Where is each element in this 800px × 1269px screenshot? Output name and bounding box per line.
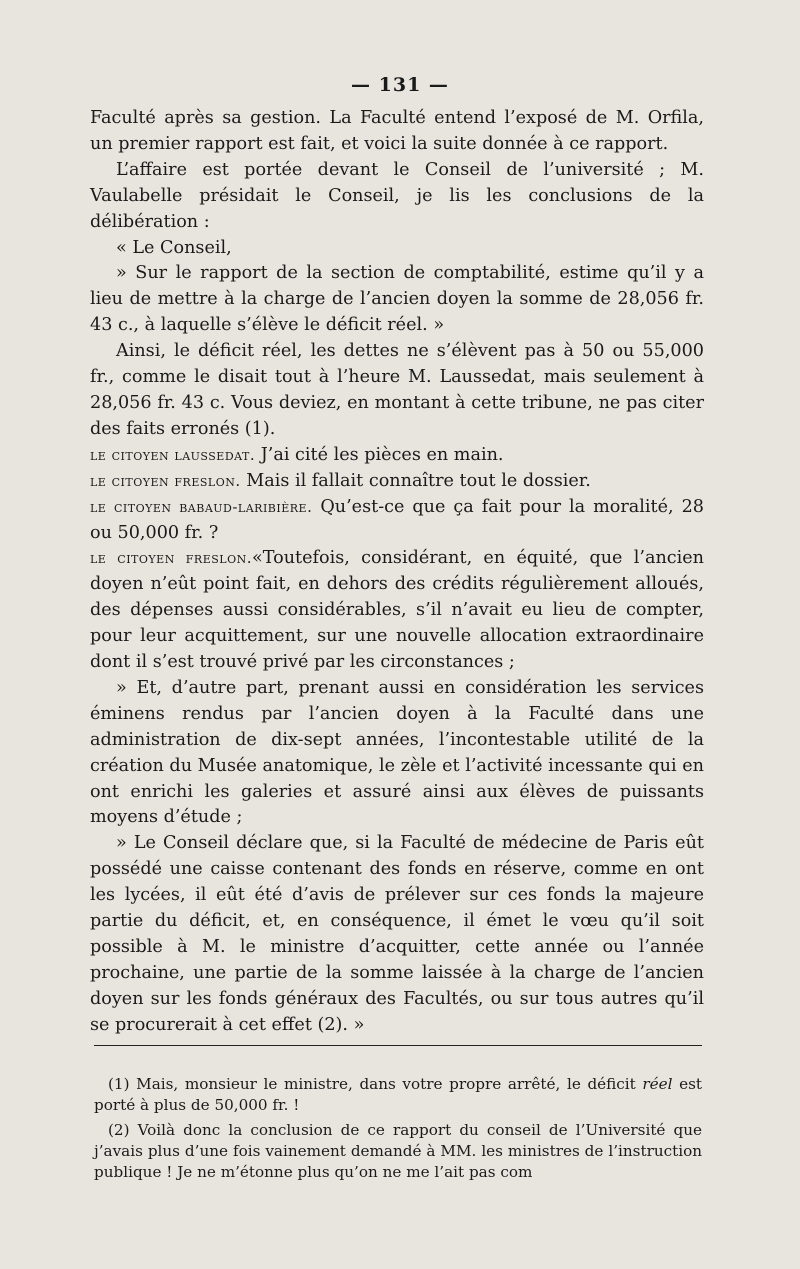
dialogue-1 [90,443,704,469]
paragraph-7: » Le Conseil déclare que, si la Faculté de médecine de Paris eût possédé une caisse contenant des fonds en réserve, comme en ont les lycées, il eût été d’avis de prélever sur ces fonds la majeure partie du déficit, et, en conséquence, il émet le vœu qu’il soit possible à M. le ministre d’acquitter, cette année ou l’année prochaine, une partie de la somme laissée à la charge de l’ancien doyen sur les fonds généraux des Facultés, ou sur tous autres qu’il se procurerait à cet effet (2). » [90,833,704,1035]
footnote-1 [94,1074,702,1116]
main-text [90,106,704,1039]
page-number: — 131 — [351,74,449,96]
paragraph-6: » Et, d’autre part, prenant aussi en considération les services éminens rendus par l’ancien doyen à la Faculté dans une administration de dix-sept années, l’incontestable utilité de la création du Musée anatomique, le zèle et l’activité incessante qui en ont enrichi les galeries et assuré ainsi aux élèves de puissants moyens d’étude ; [90,677,704,828]
paragraph-5: Ainsi, le déficit réel, les dettes ne s’élèvent pas à 50 ou 55,000 fr., comme le disait tout à l’heure M. Laussedat, mais seulement à 28,056 fr. 43 c. Vous deviez, en montant à cette tribune, ne pas citer des faits erronés (1). [90,341,704,439]
speech-text: «Toutefois, considérant, en équité, que l’ancien doyen n’eût point fait, en dehors des crédits régulièrement alloués, des dépenses aussi considérables, s’il n’avait eu lieu de compter, pour leur acquittement, sur une nouvelle allocation extraordinaire dont il s’est trouvé privé par les circonstances ; [90,548,704,673]
footnote-divider [94,1045,702,1046]
speech-text: J’ai cité les pièces en main. [255,444,504,465]
footnote-2: (2) Voilà donc la conclusion de ce rapport du conseil de l’Université que j’avais plus d’une fois vainement demandé à MM. les ministres de l’instruction publique ! Je ne m’étonne plus qu’on ne me l’ait pas com [94,1121,702,1181]
footnote-1-emphasis: réel [642,1075,673,1093]
speaker-name: le citoyen freslon. [90,471,241,490]
speaker-name: le citoyen freslon. [90,549,252,568]
speaker-name: le citoyen laussedat. [90,445,256,464]
paragraph-4: » Sur le rapport de la section de comptabilité, estime qu’il y a lieu de mettre à la charge de l’ancien doyen la somme de 28,056 fr. 43 c., à laquelle s’élève le déficit réel. » [90,263,704,336]
footnotes [94,1074,702,1187]
paragraph-3: « Le Conseil, [116,237,232,258]
paragraph-1: Faculté après sa gestion. La Faculté entend l’exposé de M. Orfila, un premier rapport est fait, et voici la suite donnée à ce rapport. [90,108,704,154]
dialogue-4 [90,546,704,676]
dialogue-2 [90,469,704,495]
footnote-1-text-end: est porté à plus de 50,000 fr. ! [94,1075,702,1114]
footnote-1-text: (1) Mais, monsieur le ministre, dans votre propre arrêté, le déficit [108,1075,643,1093]
speech-text: Mais il fallait connaître tout le dossier. [240,470,591,491]
paragraph-2: L’affaire est portée devant le Conseil de l’université ; M. Vaulabelle présidait le Conseil, je lis les conclusions de la délibération : [90,159,704,232]
dialogue-3 [90,495,704,547]
speech-text: Qu’est-ce que ça fait pour la moralité, 28 ou 50,000 fr. ? [90,496,705,543]
speaker-name: le citoyen babaud-laribière. [90,497,313,516]
